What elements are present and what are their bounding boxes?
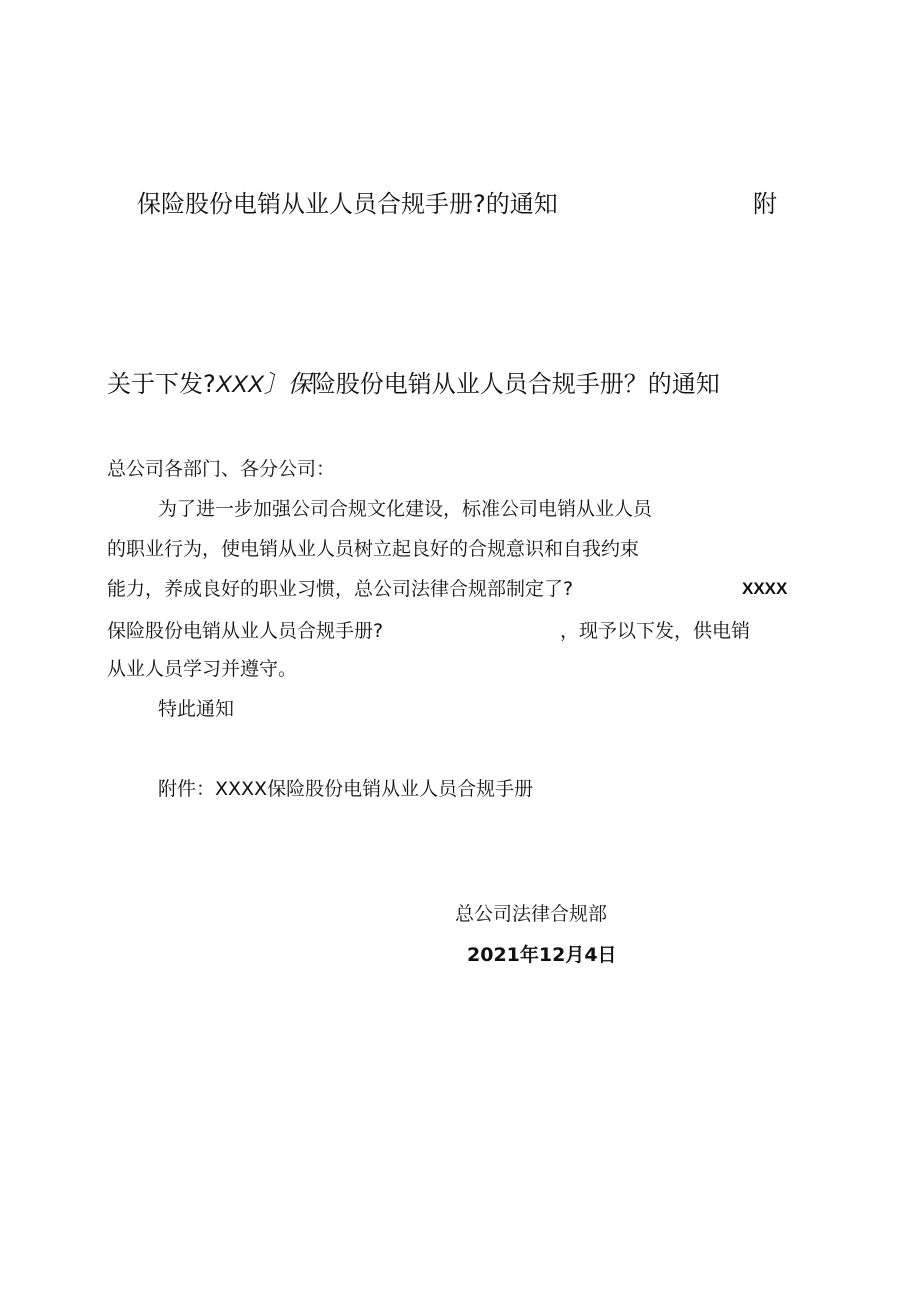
paragraph-line-4: 保险股份电销从业人员合规手册? — [107, 620, 384, 642]
paragraph-line-3-code: XXXX — [742, 579, 788, 598]
signature-date: 2021年12月4日 — [467, 944, 617, 966]
paragraph-line-1: 为了进一步加强公司合规文化建设，标准公司电销从业人员 — [158, 498, 653, 520]
closing-text: 特此通知 — [158, 698, 235, 720]
notice-title — [107, 372, 720, 397]
attachment-line: 附件：XXXX保险股份电销从业人员合规手册 — [158, 778, 534, 800]
paragraph-line-5: 从业人员学习并遵守。 — [107, 658, 298, 680]
notice-title-rest: 险股份电销从业人员合规手册？的通知 — [311, 370, 720, 398]
header-title: 保险股份电销从业人员合规手册?的通知 — [137, 190, 558, 218]
paragraph-line-2: 的职业行为，使电销从业人员树立起良好的合规意识和自我约束 — [107, 538, 640, 560]
attachment-marker: 附 — [753, 190, 777, 218]
paragraph-line-3: 能力，养成良好的职业习惯，总公司法律合规部制定了? — [107, 578, 574, 600]
signature-department: 总公司法律合规部 — [455, 903, 608, 925]
salutation: 总公司各部门、各分公司： — [107, 458, 336, 480]
notice-title-code: XXX〕 — [215, 371, 288, 398]
paragraph-line-4-tail: ，现予以下发，供电销 — [560, 620, 751, 642]
notice-title-rest-start: 保 — [287, 370, 312, 398]
notice-title-prefix: 关于下发? — [107, 370, 216, 398]
